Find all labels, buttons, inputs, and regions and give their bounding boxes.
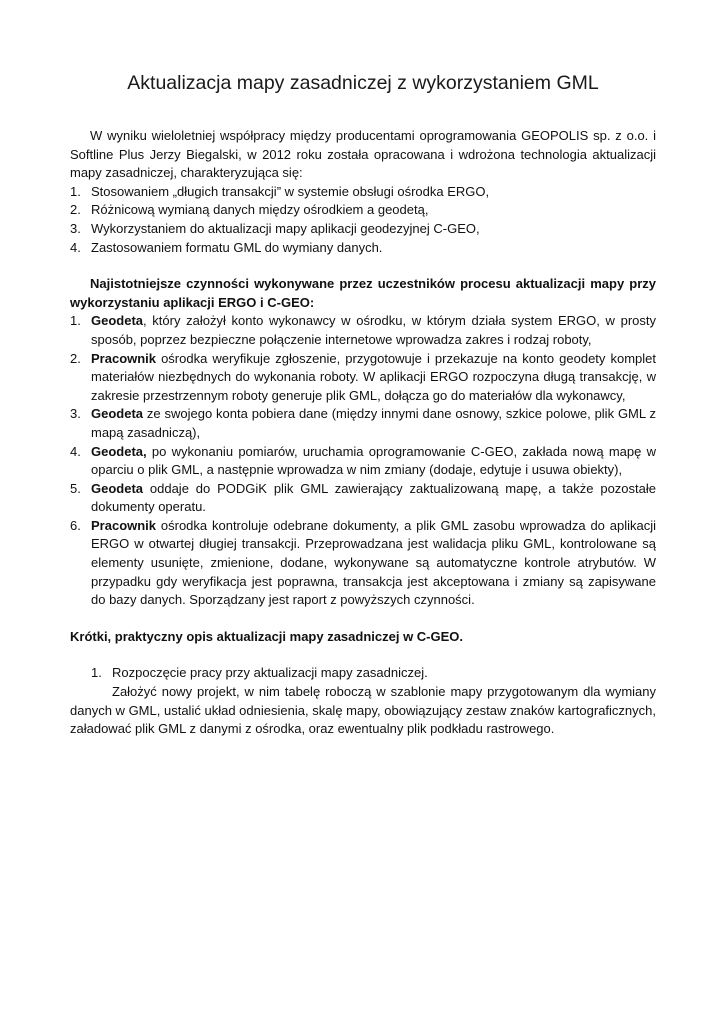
short-description-heading: Krótki, praktyczny opis aktualizacji mapy zasadniczej w C-GEO. bbox=[70, 628, 464, 644]
list-item: 4. Geodeta, po wykonaniu pomiarów, uruchamia oprogramowanie C-GEO, zakłada nową mapę w oparciu o plik GML, a następnie wprowadza w nim zmiany (dodaje, edytuje i usuwa obiekty), bbox=[70, 443, 656, 478]
list-item: 2. Pracownik ośrodka weryfikuje zgłoszenie, przygotowuje i przekazuje na konto geodety komplet materiałów niezbędnych do wykonania roboty. W aplikacji ERGO rozpoczyna długą transakcję, w zakresie przestrzennym roboty generuje plik GML, dołącza go do materiałów dla wykonawcy, bbox=[70, 350, 656, 403]
actor-label: Geodeta bbox=[91, 313, 144, 329]
list-item: 3. Geodeta ze swojego konta pobiera dane (między innymi dane osnowy, szkice polowe, plik GML z mapą zasadniczą), bbox=[70, 406, 656, 440]
list-item: 6. Pracownik ośrodka kontroluje odebrane dokumenty, a plik GML zasobu wprowadza do aplikacji ERGO w otwartej długiej transakcji. Przeprowadzana jest walidacja pliku GML, kontrolowane są elementy usunięte, zmienione, dodane, wykonywane są automatyczne kontrole atrybutów. W przypadku gdy weryfikacja jest poprawna, transakcja jest akceptowana i zmiany są zapisywane do bazy danych. Sporządzany jest raport z powyższych czynności. bbox=[70, 517, 656, 608]
spacer bbox=[70, 610, 656, 628]
activities-list bbox=[70, 312, 656, 610]
list-item: 1. Stosowaniem „długich transakcji” w systemie obsługi ośrodka ERGO, bbox=[70, 183, 490, 199]
document-title: Aktualizacja mapy zasadniczej z wykorzystaniem GML bbox=[127, 72, 599, 94]
list-item: 4. Zastosowaniem formatu GML do wymiany danych. bbox=[70, 239, 383, 255]
actor-label: Geodeta, bbox=[91, 443, 147, 459]
actor-label: Geodeta bbox=[91, 480, 144, 496]
actor-label: Pracownik bbox=[91, 517, 157, 533]
features-list bbox=[70, 183, 656, 257]
list-item: 1. Geodeta, który założył konto wykonawcy w ośrodku, w którym działa system ERGO, w prosty sposób, poprzez bezpieczne połączenie internetowe wprowadza zakres i rodzaj roboty, bbox=[70, 313, 656, 347]
step-item: 1. Rozpoczęcie pracy przy aktualizacji mapy zasadniczej. bbox=[91, 665, 428, 681]
step-body-paragraph: Założyć nowy projekt, w nim tabelę roboczą w szablonie mapy przygotowanym dla wymiany danych w GML, ustalić układ odniesienia, skalę mapy, obowiązujący zestaw znaków kartograficznych, załadować plik GML z danymi z ośrodka, oraz ewentualny plik podkładu rastrowego. bbox=[70, 684, 656, 737]
activities-heading: Najistotniejsze czynności wykonywane przez uczestników procesu aktualizacji mapy przy wykorzystaniu aplikacji ERGO i C-GEO: bbox=[70, 276, 656, 310]
list-item: 3. Wykorzystaniem do aktualizacji mapy aplikacji geodezyjnej C-GEO, bbox=[70, 220, 480, 236]
spacer bbox=[70, 646, 656, 664]
spacer bbox=[70, 257, 656, 275]
document-page bbox=[70, 70, 656, 739]
list-item: 5. Geodeta oddaje do PODGiK plik GML zawierający zaktualizowaną mapę, a także pozostałe dokumenty operatu. bbox=[70, 480, 656, 515]
intro-paragraph: W wyniku wieloletniej współpracy między producentami oprogramowania GEOPOLIS sp. z o.o. i Softline Plus Jerzy Biegalski, w 2012 roku została opracowana i wdrożona technologia aktualizacji mapy zasadniczej, charakteryzująca się: bbox=[70, 128, 656, 181]
actor-label: Geodeta bbox=[91, 406, 144, 422]
actor-label: Pracownik bbox=[91, 350, 157, 366]
list-item: 2. Różnicową wymianą danych między ośrodkiem a geodetą, bbox=[70, 202, 429, 218]
